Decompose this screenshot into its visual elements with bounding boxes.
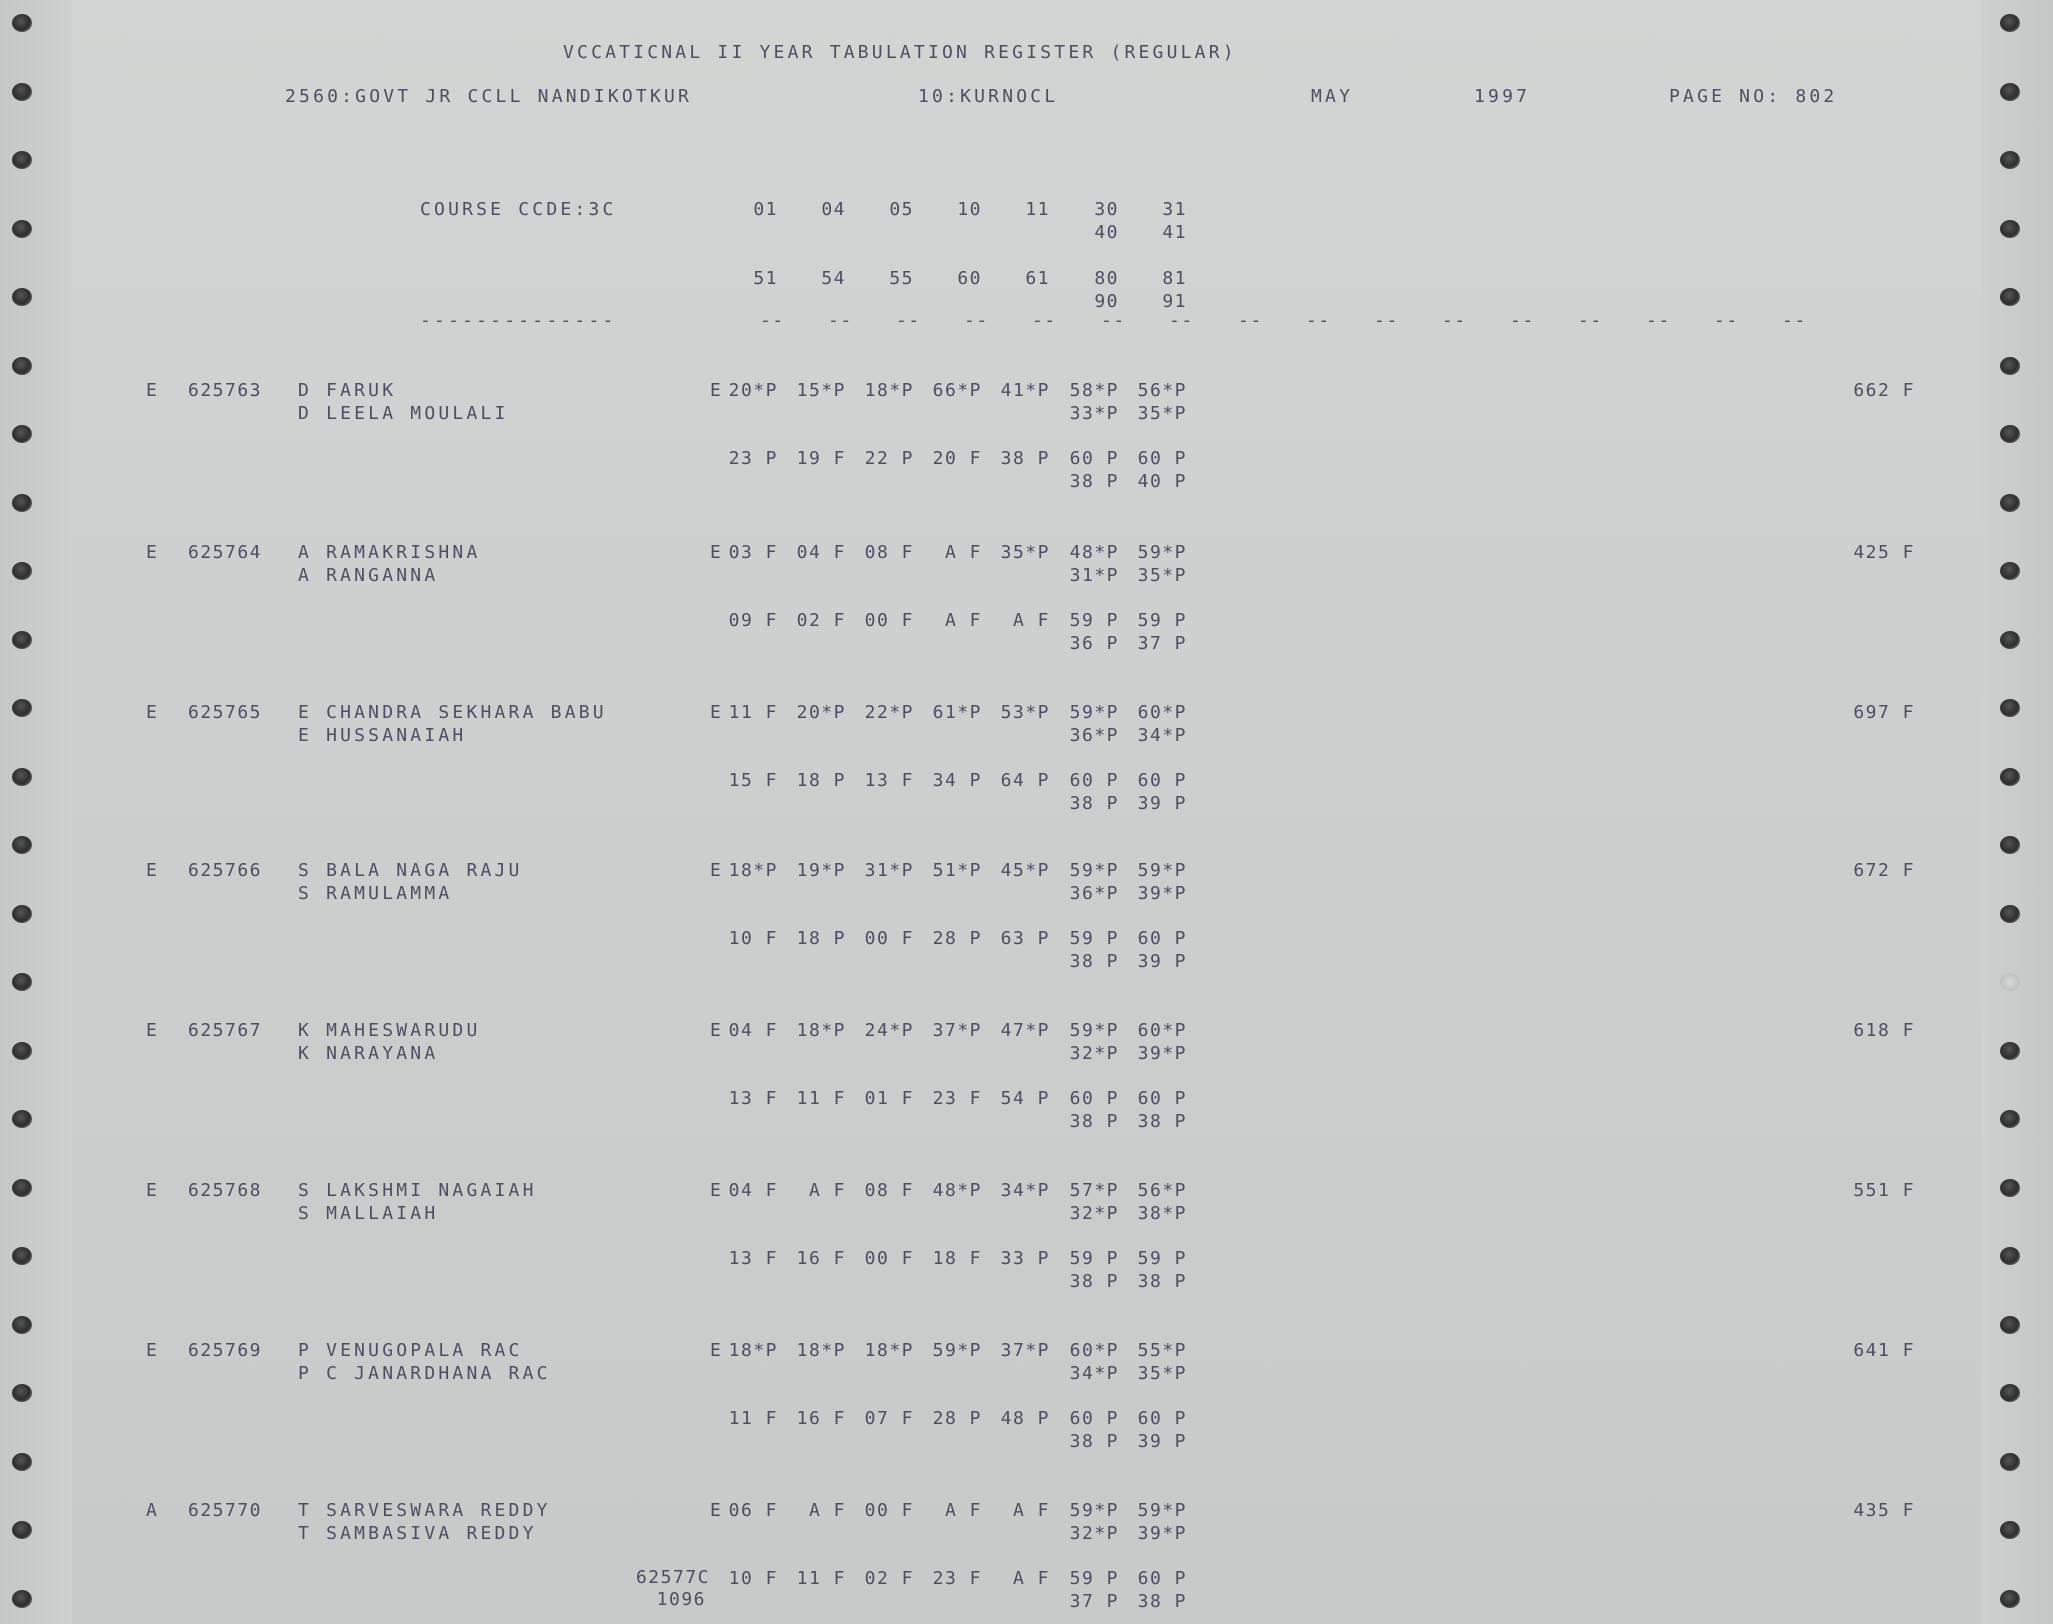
left-feed-hole <box>12 425 32 443</box>
mark-cell: 20*P <box>728 380 778 401</box>
right-feed-hole <box>2000 151 2020 169</box>
subject-code: 55 <box>889 268 914 289</box>
mark-cell: 38*P <box>1137 1203 1187 1224</box>
right-feed-hole <box>2000 1590 2020 1608</box>
subject-code: 90 <box>1094 291 1119 312</box>
left-feed-hole <box>12 1521 32 1539</box>
mark-cell: 59*P <box>1137 542 1187 563</box>
mark-cell: 18 F <box>932 1248 982 1269</box>
left-feed-hole <box>12 357 32 375</box>
subject-code: 60 <box>957 268 982 289</box>
mark-cell: 66*P <box>932 380 982 401</box>
mark-cell: 39*P <box>1137 1043 1187 1064</box>
subject-code: 80 <box>1094 268 1119 289</box>
mark-cell: 59 P <box>1069 928 1119 949</box>
column-dash: -- <box>1306 310 1331 331</box>
right-feed-hole <box>2000 1384 2020 1402</box>
mark-cell: 11 F <box>796 1568 846 1589</box>
total-result: 425 F <box>1853 542 1915 563</box>
right-feed-hole <box>2000 1453 2020 1471</box>
mark-cell: 23 F <box>932 1088 982 1109</box>
mark-cell: A F <box>944 1500 982 1521</box>
mark-cell: 15 F <box>728 770 778 791</box>
mark-cell: 02 F <box>796 610 846 631</box>
student-name: E CHANDRA SEKHARA BABU <box>298 702 607 723</box>
left-feed-hole <box>12 14 32 32</box>
mark-cell: 60 P <box>1069 1408 1119 1429</box>
mark-cell: 59 P <box>1069 1248 1119 1269</box>
medium-code: E <box>710 1180 723 1201</box>
mark-cell: A F <box>1012 1568 1050 1589</box>
mark-cell: A F <box>944 542 982 563</box>
category-code: E <box>146 380 159 401</box>
mark-cell: 34*P <box>1137 725 1187 746</box>
right-feed-hole <box>2000 973 2020 991</box>
category-code: E <box>146 1180 159 1201</box>
mark-cell: 59*P <box>1137 860 1187 881</box>
mark-cell: 00 F <box>864 928 914 949</box>
total-result: 672 F <box>1853 860 1915 881</box>
right-feed-hole <box>2000 1042 2020 1060</box>
subject-code: 11 <box>1025 199 1050 220</box>
mark-cell: 38 P <box>1069 1271 1119 1292</box>
column-dash: -- <box>1646 310 1671 331</box>
mark-cell: 18*P <box>864 1340 914 1361</box>
student-name: D FARUK <box>298 380 397 401</box>
mark-cell: 32*P <box>1069 1523 1119 1544</box>
subject-code: 41 <box>1162 222 1187 243</box>
mark-cell: 23 P <box>728 448 778 469</box>
column-dash: -- <box>1238 310 1263 331</box>
column-dash: -- <box>1578 310 1603 331</box>
right-feed-hole <box>2000 357 2020 375</box>
mark-cell: 60*P <box>1137 702 1187 723</box>
mark-cell: 22*P <box>864 702 914 723</box>
mark-cell: 60 P <box>1069 1088 1119 1109</box>
mark-cell: 35*P <box>1137 1363 1187 1384</box>
course-code-label: COURSE CCDE:3C <box>420 199 617 220</box>
mark-cell: 00 F <box>864 1248 914 1269</box>
column-dash: -- <box>1510 310 1535 331</box>
left-feed-hole <box>12 973 32 991</box>
mark-cell: 39*P <box>1137 1523 1187 1544</box>
left-feed-hole <box>12 1179 32 1197</box>
mark-cell: 61*P <box>932 702 982 723</box>
mark-cell: 22 P <box>864 448 914 469</box>
left-feed-hole <box>12 1247 32 1265</box>
right-feed-hole <box>2000 220 2020 238</box>
right-feed-hole <box>2000 494 2020 512</box>
left-feed-hole <box>12 699 32 717</box>
mark-cell: A F <box>1012 610 1050 631</box>
right-feed-hole <box>2000 1316 2020 1334</box>
student-name: K MAHESWARUDU <box>298 1020 481 1041</box>
column-dash: -- <box>1032 310 1057 331</box>
mark-cell: 18*P <box>728 860 778 881</box>
category-code: A <box>146 1500 159 1521</box>
category-code: E <box>146 702 159 723</box>
column-dash: -- <box>1374 310 1399 331</box>
left-feed-hole <box>12 1453 32 1471</box>
mark-cell: 38 P <box>1069 1111 1119 1132</box>
column-dash: -- <box>1782 310 1807 331</box>
subject-code: 91 <box>1162 291 1187 312</box>
page-number: PAGE NO: 802 <box>1669 86 1838 107</box>
register-number: 625770 <box>188 1500 263 1521</box>
left-feed-hole <box>12 1316 32 1334</box>
student-name: S LAKSHMI NAGAIAH <box>298 1180 537 1201</box>
mark-cell: 51*P <box>932 860 982 881</box>
mark-cell: 19 F <box>796 448 846 469</box>
mark-cell: 10 F <box>728 928 778 949</box>
mark-cell: 06 F <box>728 1500 778 1521</box>
student-name: P VENUGOPALA RAC <box>298 1340 523 1361</box>
exam-month: MAY <box>1311 86 1354 107</box>
right-feed-hole <box>2000 83 2020 101</box>
mark-cell: 60 P <box>1137 448 1187 469</box>
category-code: E <box>146 1340 159 1361</box>
footer-regno: 62577C <box>635 1567 710 1588</box>
mark-cell: 60 P <box>1137 1088 1187 1109</box>
mark-cell: 03 F <box>728 542 778 563</box>
register-number: 625763 <box>188 380 263 401</box>
mark-cell: 11 F <box>728 1408 778 1429</box>
subject-code: 01 <box>753 199 778 220</box>
category-code: E <box>146 860 159 881</box>
medium-code: E <box>710 542 723 563</box>
right-feed-hole <box>2000 425 2020 443</box>
right-feed-hole <box>2000 905 2020 923</box>
mark-cell: 53*P <box>1000 702 1050 723</box>
mark-cell: 33 P <box>1000 1248 1050 1269</box>
mark-cell: 16 F <box>796 1408 846 1429</box>
mark-cell: 56*P <box>1137 380 1187 401</box>
right-feed-hole <box>2000 768 2020 786</box>
exam-year: 1997 <box>1474 86 1531 107</box>
column-dash: -- <box>896 310 921 331</box>
mark-cell: 13 F <box>728 1088 778 1109</box>
footer-count: 1096 <box>656 1589 706 1610</box>
mark-cell: 34*P <box>1000 1180 1050 1201</box>
register-title: VCCATICNAL II YEAR TABULATION REGISTER (REGULAR) <box>563 42 1237 63</box>
medium-code: E <box>710 1500 723 1521</box>
mark-cell: 60 P <box>1069 770 1119 791</box>
mark-cell: 36 P <box>1069 633 1119 654</box>
mark-cell: 38 P <box>1000 448 1050 469</box>
mark-cell: 35*P <box>1000 542 1050 563</box>
right-feed-hole <box>2000 699 2020 717</box>
total-result: 435 F <box>1853 1500 1915 1521</box>
mark-cell: 18 P <box>796 928 846 949</box>
total-result: 697 F <box>1853 702 1915 723</box>
mark-cell: 59*P <box>1069 860 1119 881</box>
left-feed-hole <box>12 288 32 306</box>
mark-cell: 32*P <box>1069 1043 1119 1064</box>
mark-cell: 04 F <box>796 542 846 563</box>
mark-cell: 48 P <box>1000 1408 1050 1429</box>
mark-cell: 18*P <box>796 1020 846 1041</box>
register-number: 625768 <box>188 1180 263 1201</box>
right-feed-hole <box>2000 836 2020 854</box>
mark-cell: 18 P <box>796 770 846 791</box>
mark-cell: 18*P <box>796 1340 846 1361</box>
mark-cell: 35*P <box>1137 565 1187 586</box>
mark-cell: 37*P <box>932 1020 982 1041</box>
left-feed-hole <box>12 905 32 923</box>
mark-cell: 37*P <box>1000 1340 1050 1361</box>
medium-code: E <box>710 702 723 723</box>
parent-name: P C JANARDHANA RAC <box>298 1363 551 1384</box>
mark-cell: 38 P <box>1137 1271 1187 1292</box>
total-result: 641 F <box>1853 1340 1915 1361</box>
mark-cell: 38 P <box>1137 1591 1187 1612</box>
mark-cell: 38 P <box>1069 951 1119 972</box>
left-feed-hole <box>12 1042 32 1060</box>
mark-cell: 13 F <box>864 770 914 791</box>
left-feed-hole <box>12 562 32 580</box>
mark-cell: 10 F <box>728 1568 778 1589</box>
left-feed-hole <box>12 631 32 649</box>
mark-cell: 18*P <box>728 1340 778 1361</box>
mark-cell: 09 F <box>728 610 778 631</box>
mark-cell: 55*P <box>1137 1340 1187 1361</box>
right-feed-hole <box>2000 1110 2020 1128</box>
mark-cell: 60 P <box>1137 770 1187 791</box>
parent-name: E HUSSANAIAH <box>298 725 467 746</box>
mark-cell: 20*P <box>796 702 846 723</box>
mark-cell: 00 F <box>864 610 914 631</box>
mark-cell: A F <box>1012 1500 1050 1521</box>
subject-code: 30 <box>1094 199 1119 220</box>
mark-cell: 59*P <box>1069 1020 1119 1041</box>
mark-cell: 35*P <box>1137 403 1187 424</box>
mark-cell: 60*P <box>1137 1020 1187 1041</box>
mark-cell: 37 P <box>1137 633 1187 654</box>
mark-cell: 38 P <box>1069 793 1119 814</box>
mark-cell: 20 F <box>932 448 982 469</box>
mark-cell: 59 P <box>1137 610 1187 631</box>
student-name: A RAMAKRISHNA <box>298 542 481 563</box>
mark-cell: 60*P <box>1069 1340 1119 1361</box>
register-number: 625769 <box>188 1340 263 1361</box>
right-feed-hole <box>2000 14 2020 32</box>
mark-cell: A F <box>808 1180 846 1201</box>
subject-code: 40 <box>1094 222 1119 243</box>
right-feed-hole <box>2000 562 2020 580</box>
register-number: 625766 <box>188 860 263 881</box>
left-feed-hole <box>12 768 32 786</box>
mark-cell: 39*P <box>1137 883 1187 904</box>
mark-cell: 39 P <box>1137 951 1187 972</box>
right-feed-hole <box>2000 1521 2020 1539</box>
mark-cell: 28 P <box>932 928 982 949</box>
medium-code: E <box>710 860 723 881</box>
mark-cell: 07 F <box>864 1408 914 1429</box>
mark-cell: 16 F <box>796 1248 846 1269</box>
student-name: S BALA NAGA RAJU <box>298 860 523 881</box>
left-feed-hole <box>12 494 32 512</box>
mark-cell: 36*P <box>1069 883 1119 904</box>
parent-name: S MALLAIAH <box>298 1203 439 1224</box>
mark-cell: 08 F <box>864 542 914 563</box>
parent-name: D LEELA MOULALI <box>298 403 509 424</box>
mark-cell: 38 P <box>1137 1111 1187 1132</box>
mark-cell: 59 P <box>1069 1568 1119 1589</box>
subject-code: 51 <box>753 268 778 289</box>
mark-cell: 02 F <box>864 1568 914 1589</box>
right-feed-hole <box>2000 288 2020 306</box>
mark-cell: 41*P <box>1000 380 1050 401</box>
left-feed-hole <box>12 1590 32 1608</box>
mark-cell: 11 F <box>728 702 778 723</box>
mark-cell: 11 F <box>796 1088 846 1109</box>
total-result: 618 F <box>1853 1020 1915 1041</box>
subject-code: 61 <box>1025 268 1050 289</box>
column-dash: -- <box>1442 310 1467 331</box>
column-dash: -- <box>760 310 785 331</box>
mark-cell: 59 P <box>1069 610 1119 631</box>
column-dash: -- <box>964 310 989 331</box>
college-name: 2560:GOVT JR CCLL NANDIKOTKUR <box>285 86 693 107</box>
column-dash: -- <box>1101 310 1126 331</box>
mark-cell: 45*P <box>1000 860 1050 881</box>
subject-code: 54 <box>821 268 846 289</box>
mark-cell: 60 P <box>1137 1408 1187 1429</box>
register-number: 625764 <box>188 542 263 563</box>
mark-cell: 64 P <box>1000 770 1050 791</box>
mark-cell: A F <box>944 610 982 631</box>
student-name: T SARVESWARA REDDY <box>298 1500 551 1521</box>
mark-cell: 58*P <box>1069 380 1119 401</box>
mark-cell: 04 F <box>728 1180 778 1201</box>
mark-cell: 48*P <box>1069 542 1119 563</box>
mark-cell: 63 P <box>1000 928 1050 949</box>
mark-cell: 59*P <box>1137 1500 1187 1521</box>
mark-cell: 39 P <box>1137 793 1187 814</box>
left-feed-hole <box>12 151 32 169</box>
mark-cell: 60 P <box>1137 1568 1187 1589</box>
subject-code: 10 <box>957 199 982 220</box>
left-feed-hole <box>12 1110 32 1128</box>
left-feed-hole <box>12 1384 32 1402</box>
mark-cell: 47*P <box>1000 1020 1050 1041</box>
mark-cell: 33*P <box>1069 403 1119 424</box>
left-feed-hole <box>12 220 32 238</box>
mark-cell: 19*P <box>796 860 846 881</box>
left-tractor-strip <box>0 0 72 1624</box>
mark-cell: 01 F <box>864 1088 914 1109</box>
mark-cell: 60 P <box>1069 448 1119 469</box>
column-dash: -- <box>1169 310 1194 331</box>
mark-cell: 31*P <box>864 860 914 881</box>
mark-cell: 54 P <box>1000 1088 1050 1109</box>
total-result: 662 F <box>1853 380 1915 401</box>
parent-name: A RANGANNA <box>298 565 439 586</box>
mark-cell: 59*P <box>1069 1500 1119 1521</box>
mark-cell: 08 F <box>864 1180 914 1201</box>
parent-name: S RAMULAMMA <box>298 883 453 904</box>
mark-cell: 37 P <box>1069 1591 1119 1612</box>
mark-cell: 34*P <box>1069 1363 1119 1384</box>
mark-cell: A F <box>808 1500 846 1521</box>
mark-cell: 48*P <box>932 1180 982 1201</box>
right-feed-hole <box>2000 631 2020 649</box>
subject-code: 81 <box>1162 268 1187 289</box>
register-number: 625767 <box>188 1020 263 1041</box>
mark-cell: 32*P <box>1069 1203 1119 1224</box>
left-feed-hole <box>12 836 32 854</box>
mark-cell: 15*P <box>796 380 846 401</box>
mark-cell: 60 P <box>1137 928 1187 949</box>
total-result: 551 F <box>1853 1180 1915 1201</box>
medium-code: E <box>710 1340 723 1361</box>
mark-cell: 38 P <box>1069 1431 1119 1452</box>
district-name: 10:KURNOCL <box>918 86 1059 107</box>
medium-code: E <box>710 380 723 401</box>
mark-cell: 59*P <box>932 1340 982 1361</box>
mark-cell: 56*P <box>1137 1180 1187 1201</box>
mark-cell: 31*P <box>1069 565 1119 586</box>
mark-cell: 34 P <box>932 770 982 791</box>
right-tractor-strip <box>1981 0 2053 1624</box>
parent-name: K NARAYANA <box>298 1043 439 1064</box>
parent-name: T SAMBASIVA REDDY <box>298 1523 537 1544</box>
category-code: E <box>146 1020 159 1041</box>
mark-cell: 57*P <box>1069 1180 1119 1201</box>
right-feed-hole <box>2000 1247 2020 1265</box>
mark-cell: 59 P <box>1137 1248 1187 1269</box>
mark-cell: 40 P <box>1137 471 1187 492</box>
mark-cell: 59*P <box>1069 702 1119 723</box>
medium-code: E <box>710 1020 723 1041</box>
mark-cell: 00 F <box>864 1500 914 1521</box>
column-dash: -- <box>1714 310 1739 331</box>
mark-cell: 13 F <box>728 1248 778 1269</box>
mark-cell: 04 F <box>728 1020 778 1041</box>
column-dash: -- <box>828 310 853 331</box>
mark-cell: 28 P <box>932 1408 982 1429</box>
subject-code: 31 <box>1162 199 1187 220</box>
mark-cell: 18*P <box>864 380 914 401</box>
subject-code: 04 <box>821 199 846 220</box>
mark-cell: 36*P <box>1069 725 1119 746</box>
register-number: 625765 <box>188 702 263 723</box>
left-feed-hole <box>12 83 32 101</box>
category-code: E <box>146 542 159 563</box>
mark-cell: 24*P <box>864 1020 914 1041</box>
mark-cell: 39 P <box>1137 1431 1187 1452</box>
mark-cell: 38 P <box>1069 471 1119 492</box>
right-feed-hole <box>2000 1179 2020 1197</box>
subject-code: 05 <box>889 199 914 220</box>
header-rule: -------------- <box>420 310 617 331</box>
mark-cell: 23 F <box>932 1568 982 1589</box>
